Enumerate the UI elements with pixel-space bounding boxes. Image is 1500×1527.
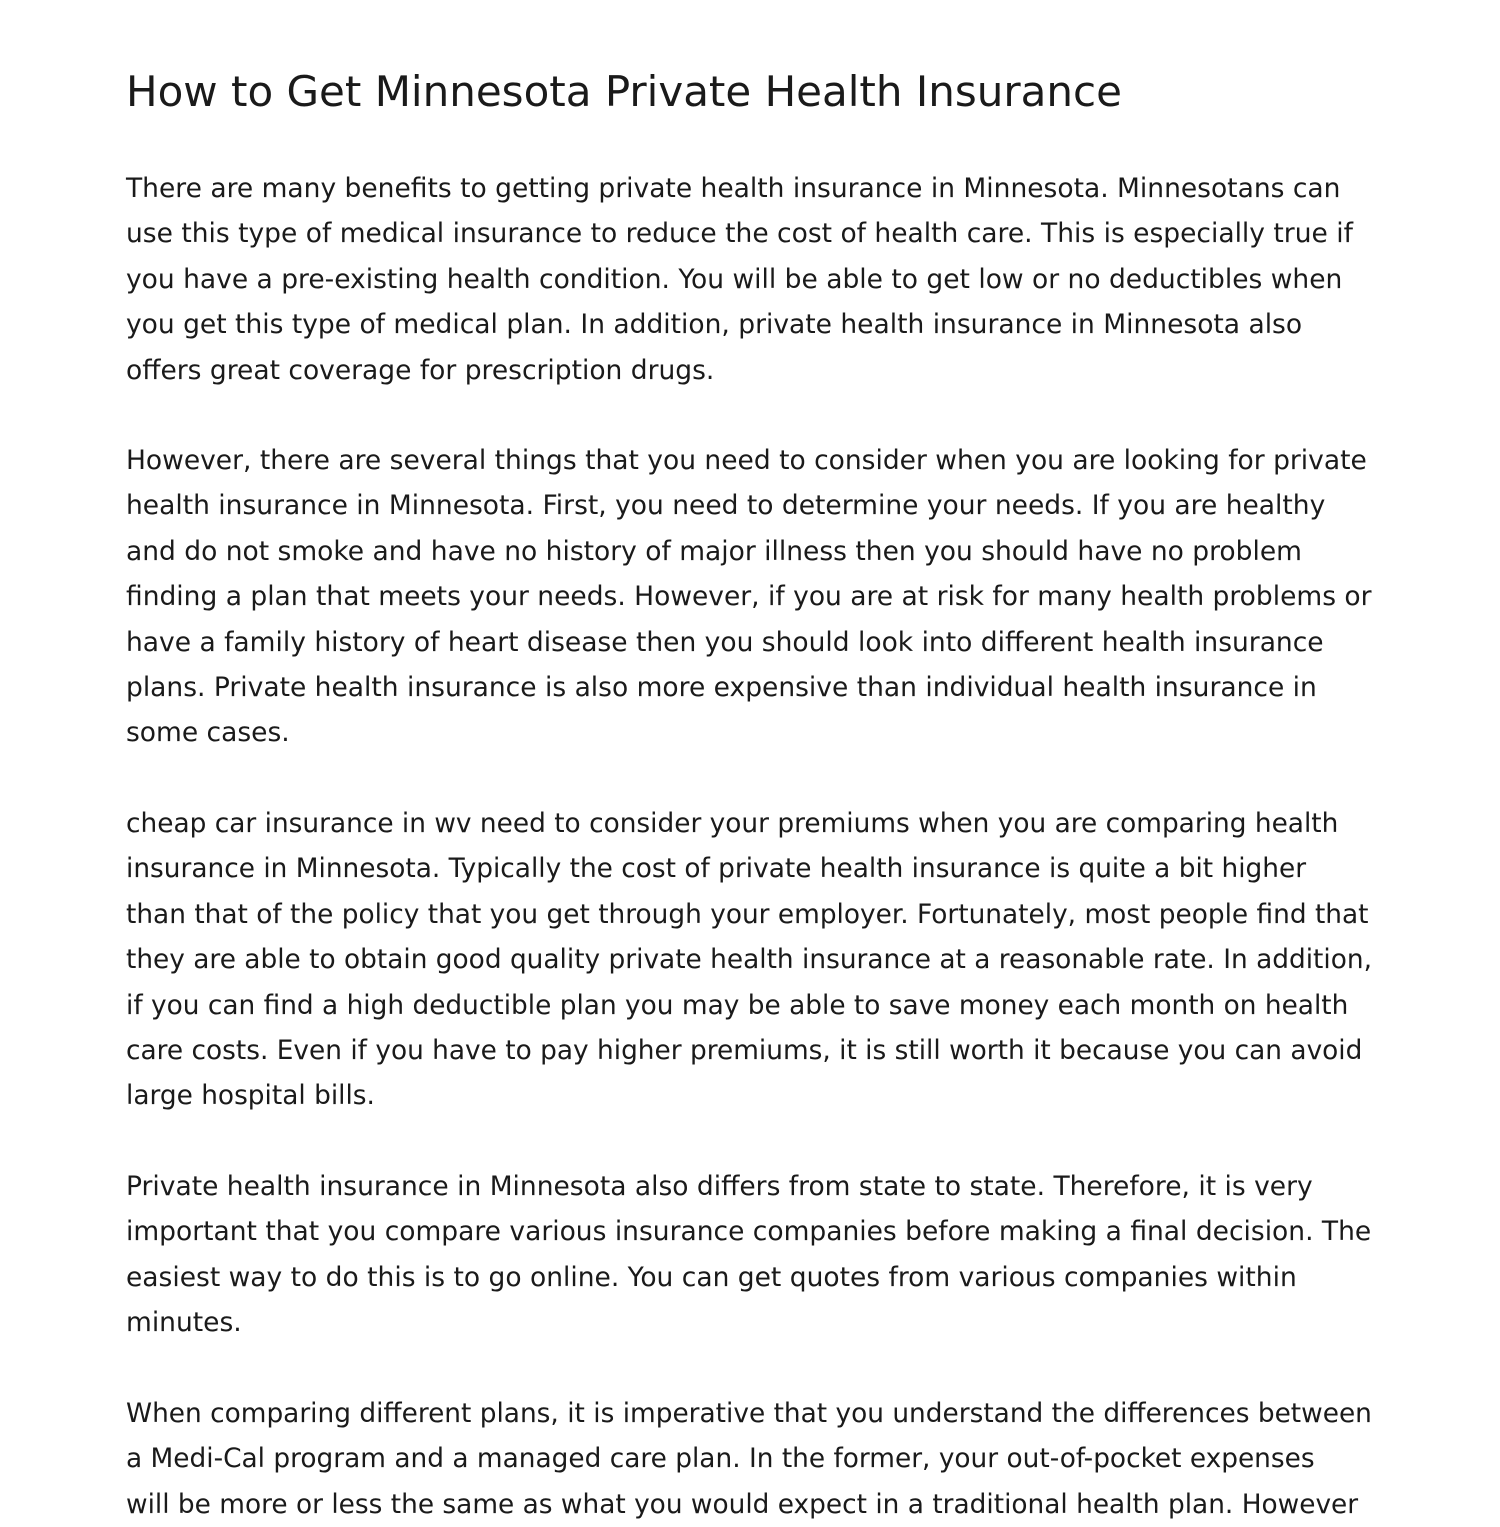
text-line: care costs. Even if you have to pay higher premiums, it is still worth it because you can avoid [126,1035,1363,1067]
text-line: cheap car insurance in wv need to consider your premiums when you are comparing health [126,808,1339,839]
text-line: use this type of medical insurance to reduce the cost of health care. This is especially true if [126,218,1353,250]
text-line: plans. Private health insurance is also more expensive than individual health insurance in [126,672,1317,704]
text-line: some cases. [126,717,290,749]
page-title: How to Get Minnesota Private Health Insurance [126,67,1122,116]
text-line: important that you compare various insurance companies before making a final decision. The [126,1216,1372,1248]
paragraph-compare [126,1164,1371,1346]
text-line: When comparing different plans, it is imperative that you understand the differences between [126,1398,1372,1429]
text-line: if you can find a high deductible plan you may be able to save money each month on health [126,989,1349,1021]
text-line: finding a plan that meets your needs. However, if you are at risk for many health problems or [126,581,1372,613]
paragraph-considerations [126,438,1372,756]
text-line: have a family history of heart disease then you should look into different health insurance [126,626,1324,658]
paragraph-benefits [126,166,1353,393]
text-line: offers great coverage for prescription drugs. [126,354,715,386]
text-line: and do not smoke and have no history of major illness then you should have no problem [126,535,1302,567]
text-line: health insurance in Minnesota. First, you need to determine your needs. If you are healthy [126,490,1326,522]
text-line: large hospital bills. [126,1080,375,1112]
text-line: Private health insurance in Minnesota also differs from state to state. Therefore, it is very [126,1171,1313,1202]
text-line: than that of the policy that you get through your employer. Fortunately, most people find that [126,898,1369,930]
text-line: However, there are several things that you need to consider when you are looking for private [126,445,1367,476]
text-line: a Medi-Cal program and a managed care plan. In the former, your out-of-pocket expenses [126,1443,1315,1475]
paragraph-plan-differences [126,1391,1378,1527]
text-line: minutes. [126,1307,242,1339]
text-line: insurance in Minnesota. Typically the cost of private health insurance is quite a bit higher [126,853,1307,885]
paragraph-premiums [126,801,1378,1119]
text-line: will be more or less the same as what you would expect in a traditional health plan. However [126,1488,1359,1520]
text-line: they are able to obtain good quality private health insurance at a reasonable rate. In addition, [126,944,1372,976]
text-line: easiest way to do this is to go online. You can get quotes from various companies within [126,1261,1297,1293]
text-line: There are many benefits to getting private health insurance in Minnesota. Minnesotans can [126,173,1341,204]
text-line: you get this type of medical plan. In addition, private health insurance in Minnesota also [126,309,1303,341]
text-line: you have a pre-existing health condition. You will be able to get low or no deductibles when [126,263,1343,295]
